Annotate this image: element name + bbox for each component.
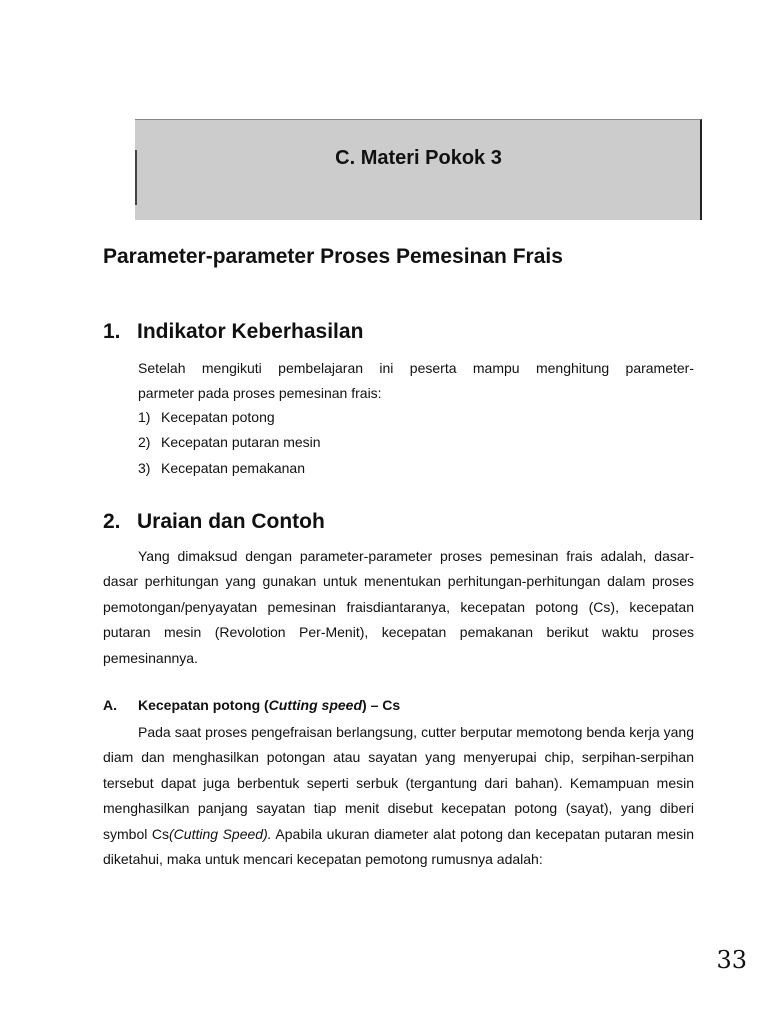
section-1-intro-line-1: Setelah mengikuti pembelajaran ini peserta mampu menghitung parameter-	[138, 360, 694, 376]
section-1-intro-line-2: parmeter pada proses pemesinan frais:	[138, 385, 382, 401]
subsection-a-letter: A.	[103, 697, 117, 713]
section-2-title: Uraian dan Contoh	[137, 510, 325, 533]
list-item: 3) Kecepatan pemakanan	[138, 459, 305, 476]
section-header-title: C. Materi Pokok 3	[335, 147, 502, 169]
section-1-title: Indikator Keberhasilan	[137, 320, 364, 343]
section-2-number: 2.	[103, 510, 121, 533]
section-2-heading	[103, 510, 325, 534]
indicator-list	[138, 405, 321, 481]
list-item: 2) Kecepatan putaran mesin	[138, 434, 321, 451]
subsection-a-paragraph: Pada saat proses pengefraisan berlangsung, cutter berputar memotong benda kerja yang diam dan menghasilkan potongan atau sayatan yang menyerupai chip, serpihan-serpihan tersebut dapat juga berbentuk seperti serbuk (tergantung dari bahan). Kemampuan mesin menghasilkan panjang sayatan tiap menit disebut kecepatan potong (sayat), yang diberi symbol Cs(Cutting Speed). Apabila ukuran diameter alat potong dan kecepatan putaran mesin diketahui, maka untuk mencari kecepatan pemotong rumusnya adalah:	[103, 724, 694, 868]
subsection-a-heading	[103, 697, 400, 713]
section-header-box	[135, 119, 702, 220]
section-1-heading	[103, 320, 363, 344]
section-2-paragraph: Yang dimaksud dengan parameter-parameter proses pemesinan frais adalah, dasar-dasar perhitungan yang gunakan untuk menentukan perhitungan-perhitungan dalam proses pemotongan/penyayatan pemesinan fraisdiantaranya, kecepatan potong (Cs), kecepatan putaran mesin (Revolotion Per-Menit), kecepatan pemakanan berikut waktu proses pemesinannya.	[103, 548, 694, 666]
section-1-number: 1.	[103, 320, 121, 343]
subsection-a-title: Kecepatan potong (Cutting speed) – Cs	[138, 697, 401, 713]
document-title: Parameter-parameter Proses Pemesinan Frais	[103, 245, 563, 268]
page-number: 33	[716, 946, 747, 974]
list-item: 1) Kecepatan potong	[138, 409, 275, 425]
